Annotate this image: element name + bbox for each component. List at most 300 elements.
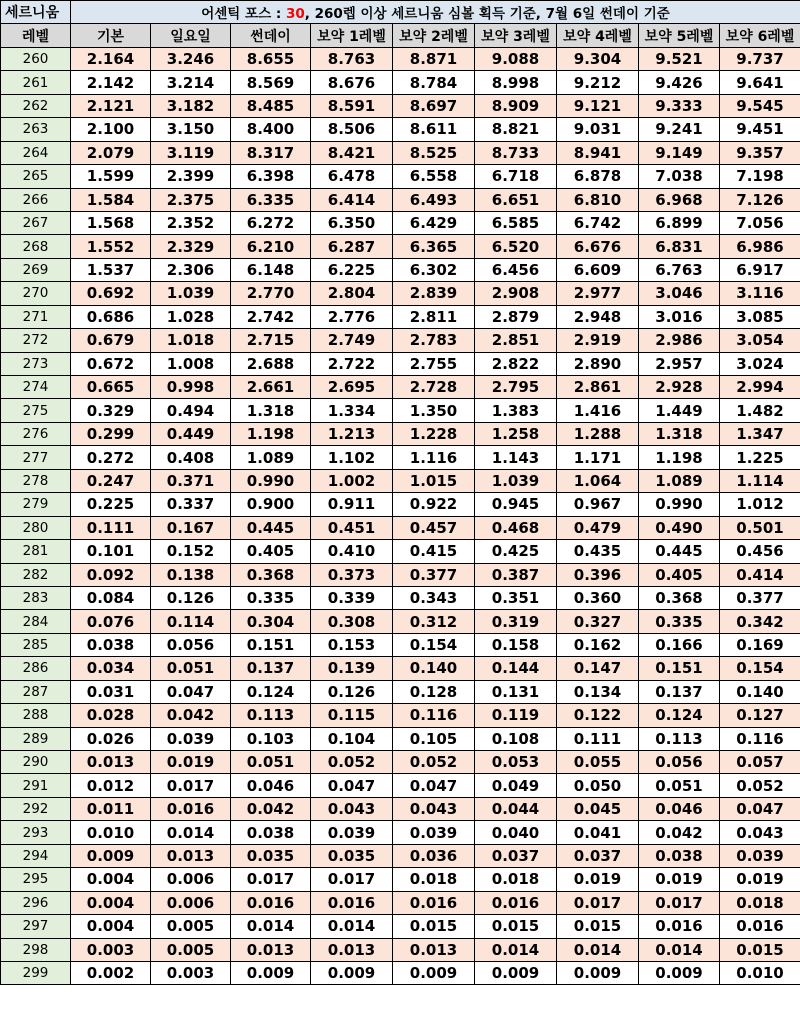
value-cell: 3.116 bbox=[720, 282, 800, 305]
value-cell: 2.079 bbox=[71, 141, 151, 164]
value-cell: 8.821 bbox=[475, 118, 557, 141]
value-cell: 1.228 bbox=[393, 422, 475, 445]
value-cell: 0.003 bbox=[151, 961, 231, 984]
value-cell: 0.016 bbox=[475, 891, 557, 914]
level-cell: 286 bbox=[1, 657, 71, 680]
level-cell: 273 bbox=[1, 352, 71, 375]
value-cell: 8.909 bbox=[475, 94, 557, 117]
value-cell: 0.114 bbox=[151, 610, 231, 633]
value-cell: 0.015 bbox=[393, 915, 475, 938]
value-cell: 6.350 bbox=[311, 211, 393, 234]
value-cell: 0.151 bbox=[639, 657, 720, 680]
value-cell: 8.591 bbox=[311, 94, 393, 117]
value-cell: 0.494 bbox=[151, 399, 231, 422]
value-cell: 0.166 bbox=[639, 633, 720, 656]
value-cell: 0.116 bbox=[393, 704, 475, 727]
value-cell: 8.655 bbox=[231, 47, 311, 70]
value-cell: 8.485 bbox=[231, 94, 311, 117]
value-cell: 2.795 bbox=[475, 376, 557, 399]
value-cell: 0.396 bbox=[557, 563, 639, 586]
value-cell: 2.142 bbox=[71, 71, 151, 94]
value-cell: 0.017 bbox=[151, 774, 231, 797]
value-cell: 2.661 bbox=[231, 376, 311, 399]
value-cell: 0.247 bbox=[71, 469, 151, 492]
value-cell: 0.692 bbox=[71, 282, 151, 305]
value-cell: 2.164 bbox=[71, 47, 151, 70]
table-row bbox=[1, 633, 800, 656]
value-cell: 1.383 bbox=[475, 399, 557, 422]
level-cell: 260 bbox=[1, 47, 71, 70]
title-row bbox=[1, 1, 800, 24]
value-cell: 2.755 bbox=[393, 352, 475, 375]
level-cell: 290 bbox=[1, 751, 71, 774]
value-cell: 9.545 bbox=[720, 94, 800, 117]
value-cell: 0.009 bbox=[231, 961, 311, 984]
level-cell: 295 bbox=[1, 868, 71, 891]
value-cell: 0.006 bbox=[151, 868, 231, 891]
level-cell: 265 bbox=[1, 165, 71, 188]
value-cell: 0.101 bbox=[71, 540, 151, 563]
value-cell: 0.167 bbox=[151, 516, 231, 539]
value-cell: 0.368 bbox=[231, 563, 311, 586]
value-cell: 2.919 bbox=[557, 329, 639, 352]
value-cell: 0.679 bbox=[71, 329, 151, 352]
value-cell: 1.350 bbox=[393, 399, 475, 422]
table-row bbox=[1, 422, 800, 445]
value-cell: 8.317 bbox=[231, 141, 311, 164]
value-cell: 0.105 bbox=[393, 727, 475, 750]
table-row bbox=[1, 868, 800, 891]
value-cell: 0.945 bbox=[475, 493, 557, 516]
value-cell: 0.134 bbox=[557, 680, 639, 703]
value-cell: 1.347 bbox=[720, 422, 800, 445]
corner-label: 세르니움 bbox=[1, 1, 71, 24]
value-cell: 0.138 bbox=[151, 563, 231, 586]
value-cell: 0.042 bbox=[231, 797, 311, 820]
value-cell: 1.143 bbox=[475, 446, 557, 469]
value-cell: 0.140 bbox=[720, 680, 800, 703]
value-cell: 0.011 bbox=[71, 797, 151, 820]
value-cell: 8.611 bbox=[393, 118, 475, 141]
column-header: 보약 6레벨 bbox=[720, 24, 800, 47]
value-cell: 0.031 bbox=[71, 680, 151, 703]
value-cell: 6.335 bbox=[231, 188, 311, 211]
value-cell: 1.015 bbox=[393, 469, 475, 492]
value-cell: 1.584 bbox=[71, 188, 151, 211]
table-row bbox=[1, 797, 800, 820]
value-cell: 2.688 bbox=[231, 352, 311, 375]
value-cell: 3.119 bbox=[151, 141, 231, 164]
table-row bbox=[1, 751, 800, 774]
value-cell: 9.121 bbox=[557, 94, 639, 117]
value-cell: 1.198 bbox=[639, 446, 720, 469]
value-cell: 0.304 bbox=[231, 610, 311, 633]
value-cell: 0.405 bbox=[231, 540, 311, 563]
value-cell: 2.928 bbox=[639, 376, 720, 399]
value-cell: 1.225 bbox=[720, 446, 800, 469]
value-cell: 6.287 bbox=[311, 235, 393, 258]
value-cell: 1.102 bbox=[311, 446, 393, 469]
value-cell: 2.851 bbox=[475, 329, 557, 352]
value-cell: 0.049 bbox=[475, 774, 557, 797]
value-cell: 0.051 bbox=[639, 774, 720, 797]
value-cell: 0.335 bbox=[639, 610, 720, 633]
value-cell: 0.005 bbox=[151, 938, 231, 961]
value-cell: 0.038 bbox=[639, 844, 720, 867]
value-cell: 0.044 bbox=[475, 797, 557, 820]
value-cell: 9.333 bbox=[639, 94, 720, 117]
value-cell: 0.019 bbox=[720, 868, 800, 891]
value-cell: 8.871 bbox=[393, 47, 475, 70]
value-cell: 0.018 bbox=[475, 868, 557, 891]
value-cell: 0.052 bbox=[311, 751, 393, 774]
value-cell: 0.040 bbox=[475, 821, 557, 844]
table-row bbox=[1, 938, 800, 961]
value-cell: 7.126 bbox=[720, 188, 800, 211]
value-cell: 2.352 bbox=[151, 211, 231, 234]
value-cell: 0.013 bbox=[393, 938, 475, 961]
level-cell: 280 bbox=[1, 516, 71, 539]
value-cell: 2.306 bbox=[151, 258, 231, 281]
level-cell: 278 bbox=[1, 469, 71, 492]
level-cell: 276 bbox=[1, 422, 71, 445]
value-cell: 0.019 bbox=[151, 751, 231, 774]
value-cell: 0.169 bbox=[720, 633, 800, 656]
value-cell: 0.002 bbox=[71, 961, 151, 984]
level-cell: 262 bbox=[1, 94, 71, 117]
value-cell: 0.039 bbox=[151, 727, 231, 750]
table-row bbox=[1, 774, 800, 797]
value-cell: 1.258 bbox=[475, 422, 557, 445]
value-cell: 0.047 bbox=[393, 774, 475, 797]
table-title bbox=[71, 1, 800, 24]
value-cell: 8.697 bbox=[393, 94, 475, 117]
level-cell: 266 bbox=[1, 188, 71, 211]
value-cell: 6.899 bbox=[639, 211, 720, 234]
value-cell: 0.343 bbox=[393, 586, 475, 609]
table-row bbox=[1, 165, 800, 188]
value-cell: 0.131 bbox=[475, 680, 557, 703]
value-cell: 0.047 bbox=[311, 774, 393, 797]
value-cell: 0.144 bbox=[475, 657, 557, 680]
value-cell: 6.651 bbox=[475, 188, 557, 211]
value-cell: 1.089 bbox=[231, 446, 311, 469]
value-cell: 0.967 bbox=[557, 493, 639, 516]
value-cell: 7.056 bbox=[720, 211, 800, 234]
value-cell: 0.017 bbox=[639, 891, 720, 914]
value-cell: 0.014 bbox=[639, 938, 720, 961]
table-row bbox=[1, 821, 800, 844]
value-cell: 0.451 bbox=[311, 516, 393, 539]
level-cell: 274 bbox=[1, 376, 71, 399]
value-cell: 0.009 bbox=[475, 961, 557, 984]
value-cell: 3.182 bbox=[151, 94, 231, 117]
value-cell: 0.015 bbox=[720, 938, 800, 961]
value-cell: 0.012 bbox=[71, 774, 151, 797]
value-cell: 8.784 bbox=[393, 71, 475, 94]
value-cell: 6.429 bbox=[393, 211, 475, 234]
value-cell: 9.357 bbox=[720, 141, 800, 164]
value-cell: 2.861 bbox=[557, 376, 639, 399]
value-cell: 6.609 bbox=[557, 258, 639, 281]
value-cell: 0.414 bbox=[720, 563, 800, 586]
value-cell: 0.113 bbox=[639, 727, 720, 750]
value-cell: 0.468 bbox=[475, 516, 557, 539]
value-cell: 6.478 bbox=[311, 165, 393, 188]
table-row bbox=[1, 235, 800, 258]
value-cell: 0.014 bbox=[151, 821, 231, 844]
value-cell: 0.056 bbox=[151, 633, 231, 656]
value-cell: 2.776 bbox=[311, 305, 393, 328]
value-cell: 2.839 bbox=[393, 282, 475, 305]
value-cell: 0.050 bbox=[557, 774, 639, 797]
value-cell: 0.435 bbox=[557, 540, 639, 563]
value-cell: 2.908 bbox=[475, 282, 557, 305]
level-cell: 272 bbox=[1, 329, 71, 352]
value-cell: 0.043 bbox=[393, 797, 475, 820]
value-cell: 2.986 bbox=[639, 329, 720, 352]
value-cell: 0.039 bbox=[393, 821, 475, 844]
value-cell: 0.013 bbox=[231, 938, 311, 961]
value-cell: 6.763 bbox=[639, 258, 720, 281]
level-cell: 293 bbox=[1, 821, 71, 844]
column-header: 보약 3레벨 bbox=[475, 24, 557, 47]
value-cell: 7.038 bbox=[639, 165, 720, 188]
value-cell: 0.377 bbox=[720, 586, 800, 609]
value-cell: 3.046 bbox=[639, 282, 720, 305]
value-cell: 0.104 bbox=[311, 727, 393, 750]
table-row bbox=[1, 188, 800, 211]
value-cell: 0.116 bbox=[720, 727, 800, 750]
value-cell: 1.064 bbox=[557, 469, 639, 492]
value-cell: 2.715 bbox=[231, 329, 311, 352]
value-cell: 0.410 bbox=[311, 540, 393, 563]
value-cell: 6.968 bbox=[639, 188, 720, 211]
value-cell: 0.137 bbox=[639, 680, 720, 703]
value-cell: 1.089 bbox=[639, 469, 720, 492]
value-cell: 6.585 bbox=[475, 211, 557, 234]
value-cell: 0.045 bbox=[557, 797, 639, 820]
table-row bbox=[1, 376, 800, 399]
value-cell: 9.241 bbox=[639, 118, 720, 141]
table-row bbox=[1, 282, 800, 305]
value-cell: 0.051 bbox=[151, 657, 231, 680]
value-cell: 0.009 bbox=[311, 961, 393, 984]
table-row bbox=[1, 540, 800, 563]
value-cell: 6.520 bbox=[475, 235, 557, 258]
value-cell: 6.210 bbox=[231, 235, 311, 258]
table-row bbox=[1, 399, 800, 422]
value-cell: 0.445 bbox=[231, 516, 311, 539]
value-cell: 0.042 bbox=[151, 704, 231, 727]
level-cell: 277 bbox=[1, 446, 71, 469]
value-cell: 0.017 bbox=[231, 868, 311, 891]
value-cell: 0.026 bbox=[71, 727, 151, 750]
value-cell: 0.490 bbox=[639, 516, 720, 539]
value-cell: 2.811 bbox=[393, 305, 475, 328]
value-cell: 1.416 bbox=[557, 399, 639, 422]
table-row bbox=[1, 493, 800, 516]
table-row bbox=[1, 94, 800, 117]
level-cell: 285 bbox=[1, 633, 71, 656]
level-cell: 271 bbox=[1, 305, 71, 328]
value-cell: 0.990 bbox=[231, 469, 311, 492]
column-header: 기본 bbox=[71, 24, 151, 47]
value-cell: 1.568 bbox=[71, 211, 151, 234]
value-cell: 0.225 bbox=[71, 493, 151, 516]
value-cell: 6.225 bbox=[311, 258, 393, 281]
level-cell: 282 bbox=[1, 563, 71, 586]
value-cell: 6.917 bbox=[720, 258, 800, 281]
value-cell: 9.737 bbox=[720, 47, 800, 70]
value-cell: 2.879 bbox=[475, 305, 557, 328]
table-row bbox=[1, 844, 800, 867]
value-cell: 1.198 bbox=[231, 422, 311, 445]
value-cell: 0.387 bbox=[475, 563, 557, 586]
value-cell: 9.641 bbox=[720, 71, 800, 94]
value-cell: 0.137 bbox=[231, 657, 311, 680]
value-cell: 0.043 bbox=[311, 797, 393, 820]
value-cell: 0.339 bbox=[311, 586, 393, 609]
value-cell: 2.728 bbox=[393, 376, 475, 399]
value-cell: 0.140 bbox=[393, 657, 475, 680]
value-cell: 0.124 bbox=[639, 704, 720, 727]
value-cell: 1.018 bbox=[151, 329, 231, 352]
value-cell: 0.037 bbox=[557, 844, 639, 867]
column-header-row bbox=[1, 24, 800, 47]
value-cell: 3.246 bbox=[151, 47, 231, 70]
value-cell: 1.334 bbox=[311, 399, 393, 422]
value-cell: 8.998 bbox=[475, 71, 557, 94]
value-cell: 0.127 bbox=[720, 704, 800, 727]
table-row bbox=[1, 586, 800, 609]
value-cell: 0.084 bbox=[71, 586, 151, 609]
value-cell: 0.672 bbox=[71, 352, 151, 375]
table-row bbox=[1, 141, 800, 164]
value-cell: 0.016 bbox=[393, 891, 475, 914]
value-cell: 9.031 bbox=[557, 118, 639, 141]
value-cell: 3.016 bbox=[639, 305, 720, 328]
title-suffix: , 260렙 이상 세르니움 심볼 획득 기준, 7월 6일 썬데이 기준 bbox=[304, 6, 670, 23]
value-cell: 0.046 bbox=[639, 797, 720, 820]
value-cell: 0.039 bbox=[720, 844, 800, 867]
table-row bbox=[1, 118, 800, 141]
value-cell: 9.149 bbox=[639, 141, 720, 164]
value-cell: 6.456 bbox=[475, 258, 557, 281]
table-row bbox=[1, 516, 800, 539]
value-cell: 0.312 bbox=[393, 610, 475, 633]
value-cell: 0.037 bbox=[475, 844, 557, 867]
value-cell: 0.006 bbox=[151, 891, 231, 914]
value-cell: 0.415 bbox=[393, 540, 475, 563]
value-cell: 0.004 bbox=[71, 891, 151, 914]
value-cell: 0.019 bbox=[639, 868, 720, 891]
value-cell: 1.116 bbox=[393, 446, 475, 469]
value-cell: 6.810 bbox=[557, 188, 639, 211]
value-cell: 0.052 bbox=[393, 751, 475, 774]
value-cell: 2.749 bbox=[311, 329, 393, 352]
value-cell: 0.034 bbox=[71, 657, 151, 680]
value-cell: 0.038 bbox=[231, 821, 311, 844]
value-cell: 7.198 bbox=[720, 165, 800, 188]
value-cell: 6.831 bbox=[639, 235, 720, 258]
value-cell: 1.482 bbox=[720, 399, 800, 422]
level-cell: 298 bbox=[1, 938, 71, 961]
value-cell: 0.018 bbox=[720, 891, 800, 914]
value-cell: 6.986 bbox=[720, 235, 800, 258]
value-cell: 0.272 bbox=[71, 446, 151, 469]
value-cell: 0.115 bbox=[311, 704, 393, 727]
value-cell: 0.337 bbox=[151, 493, 231, 516]
value-cell: 0.017 bbox=[557, 891, 639, 914]
level-cell: 268 bbox=[1, 235, 71, 258]
value-cell: 0.009 bbox=[557, 961, 639, 984]
value-cell: 2.890 bbox=[557, 352, 639, 375]
table-row bbox=[1, 305, 800, 328]
value-cell: 0.013 bbox=[71, 751, 151, 774]
table-row bbox=[1, 727, 800, 750]
value-cell: 9.521 bbox=[639, 47, 720, 70]
value-cell: 0.319 bbox=[475, 610, 557, 633]
value-cell: 8.525 bbox=[393, 141, 475, 164]
value-cell: 0.003 bbox=[71, 938, 151, 961]
value-cell: 0.016 bbox=[639, 915, 720, 938]
value-cell: 2.100 bbox=[71, 118, 151, 141]
value-cell: 2.375 bbox=[151, 188, 231, 211]
level-cell: 289 bbox=[1, 727, 71, 750]
level-cell: 292 bbox=[1, 797, 71, 820]
value-cell: 0.501 bbox=[720, 516, 800, 539]
value-cell: 0.016 bbox=[231, 891, 311, 914]
value-cell: 0.329 bbox=[71, 399, 151, 422]
value-cell: 0.126 bbox=[151, 586, 231, 609]
value-cell: 3.150 bbox=[151, 118, 231, 141]
value-cell: 0.015 bbox=[475, 915, 557, 938]
level-cell: 288 bbox=[1, 704, 71, 727]
value-cell: 2.121 bbox=[71, 94, 151, 117]
value-cell: 0.126 bbox=[311, 680, 393, 703]
value-cell: 2.994 bbox=[720, 376, 800, 399]
value-cell: 0.922 bbox=[393, 493, 475, 516]
value-cell: 0.036 bbox=[393, 844, 475, 867]
level-cell: 299 bbox=[1, 961, 71, 984]
value-cell: 0.900 bbox=[231, 493, 311, 516]
value-cell: 0.016 bbox=[151, 797, 231, 820]
value-cell: 2.742 bbox=[231, 305, 311, 328]
value-cell: 0.405 bbox=[639, 563, 720, 586]
value-cell: 0.016 bbox=[720, 915, 800, 938]
table-row bbox=[1, 563, 800, 586]
value-cell: 0.122 bbox=[557, 704, 639, 727]
value-cell: 1.039 bbox=[151, 282, 231, 305]
table-row bbox=[1, 657, 800, 680]
level-cell: 275 bbox=[1, 399, 71, 422]
value-cell: 1.318 bbox=[231, 399, 311, 422]
table-row bbox=[1, 469, 800, 492]
value-cell: 0.017 bbox=[311, 868, 393, 891]
value-cell: 2.329 bbox=[151, 235, 231, 258]
value-cell: 0.299 bbox=[71, 422, 151, 445]
value-cell: 1.213 bbox=[311, 422, 393, 445]
value-cell: 0.014 bbox=[231, 915, 311, 938]
value-cell: 0.041 bbox=[557, 821, 639, 844]
value-cell: 0.911 bbox=[311, 493, 393, 516]
value-cell: 0.009 bbox=[71, 844, 151, 867]
table-row bbox=[1, 891, 800, 914]
value-cell: 6.148 bbox=[231, 258, 311, 281]
value-cell: 0.092 bbox=[71, 563, 151, 586]
value-cell: 1.318 bbox=[639, 422, 720, 445]
